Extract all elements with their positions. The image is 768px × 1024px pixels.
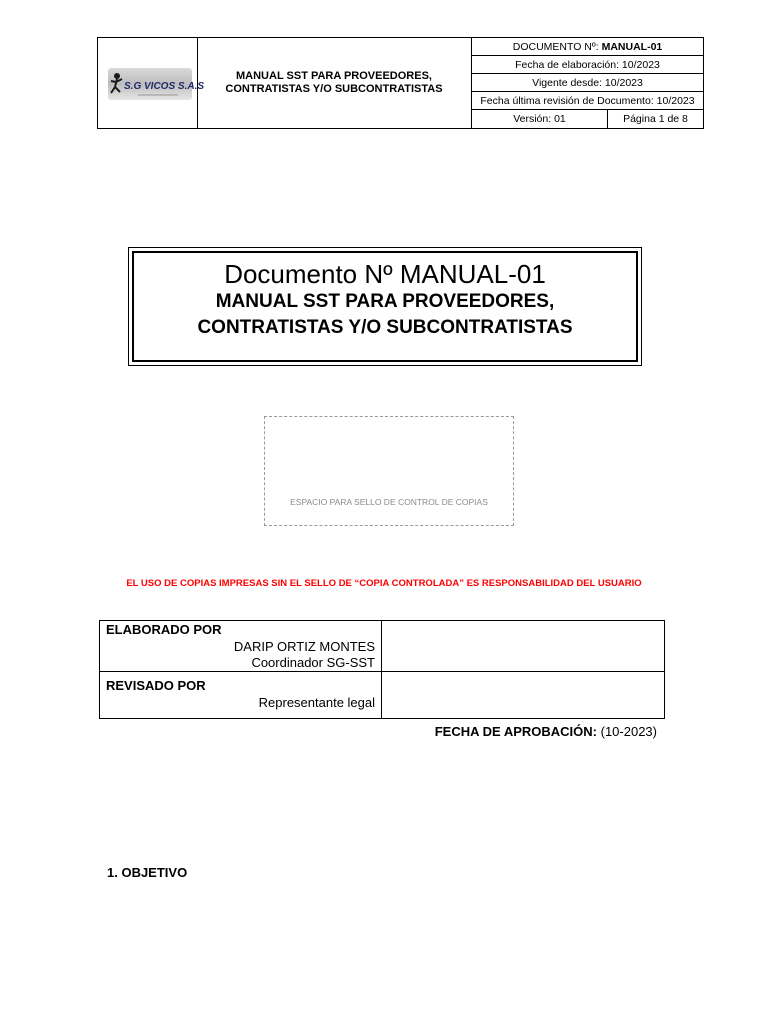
doc-number-label: DOCUMENTO Nº: [512,41,599,53]
header-info [472,38,703,128]
title-line1: MANUAL SST PARA PROVEEDORES, [215,291,555,312]
header-title-line2: CONTRATISTAS Y/O SUBCONTRATISTAS [225,83,443,95]
revisado-label: REVISADO POR [106,678,206,693]
stamp-text: ESPACIO PARA SELLO DE CONTROL DE COPIAS [290,497,488,507]
revisado-role: Representante legal [258,695,375,710]
section-heading-objetivo: 1. OBJETIVO [107,865,188,880]
fecha-aprobacion [435,724,657,739]
header-title [197,38,472,128]
revisado-cell [100,672,382,718]
fecha-revision: Fecha última revisión de Documento: 10/2023 [472,92,703,110]
elaborado-row [100,621,664,672]
revisado-row [100,672,664,718]
fecha-elaboracion: Fecha de elaboración: 10/2023 [472,56,703,74]
document-header-table [97,37,704,129]
version-page-row [472,110,703,128]
company-logo [108,68,205,100]
elaborado-cell [100,621,382,671]
title-box-inner [132,251,638,362]
fecha-aprobacion-value: (10-2023) [600,724,657,739]
doc-number-title: Documento Nº MANUAL-01 [224,259,546,289]
title-line2: CONTRATISTAS Y/O SUBCONTRATISTAS [197,317,573,338]
copy-warning: EL USO DE COPIAS IMPRESAS SIN EL SELLO DE “COPIA CONTROLADA” ES RESPONSABILIDAD DEL USUARIO [126,578,642,589]
elaborado-role: Coordinador SG-SST [251,655,375,670]
doc-number-row [472,38,703,56]
approval-table [99,620,665,719]
page-number: Página 1 de 8 [623,113,688,125]
title-box [128,247,642,366]
header-title-line1: MANUAL SST PARA PROVEEDORES, [236,70,432,82]
doc-number-value: MANUAL-01 [601,41,663,53]
version: Versión: 01 [472,110,608,128]
elaborado-label: ELABORADO POR [106,622,222,637]
logo-cell [98,38,205,128]
stamp-space [264,416,514,526]
elaborado-name: DARIP ORTIZ MONTES [233,639,375,654]
logo-text: S.G VICOS S.A.S [124,81,205,92]
vigente-desde: Vigente desde: 10/2023 [472,74,703,92]
fecha-aprobacion-label: FECHA DE APROBACIÓN: [434,724,597,739]
